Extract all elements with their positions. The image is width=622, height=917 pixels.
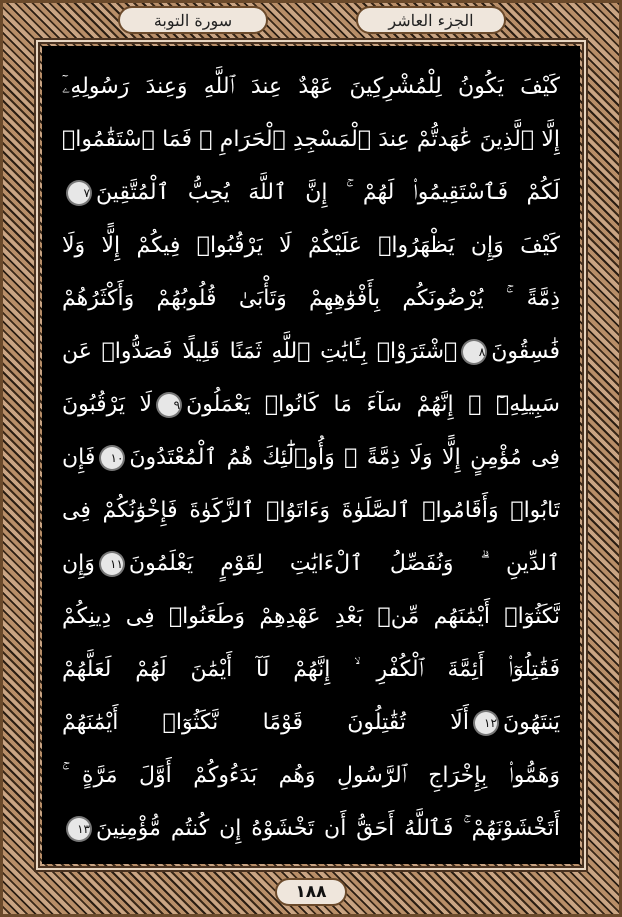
verse-line-5: ذِمَّةً ۚ يُرْضُونَكُم بِأَفْوَٰهِهِمْ وَتَأْبَىٰ قُلُوبُهُمْ وَأَكْثَرُهُمْ xyxy=(62,286,560,311)
verse-line-9: تَابُوا۟ وَأَقَامُوا۟ ٱلصَّلَوٰةَ وَءَاتَوُا۟ ٱلزَّكَوٰةَ فَإِخْوَٰنُكُمْ فِى xyxy=(62,498,560,523)
page-number: ١٨٨ xyxy=(275,878,347,906)
ayah-marker-7: ٧ xyxy=(68,182,90,204)
verse-line-3: لَكُمْ فَٱسْتَقِيمُوا۟ لَهُمْ ۚ إِنَّ ٱللَّهَ يُحِبُّ ٱلْمُتَّقِينَ٧ xyxy=(62,168,560,218)
verse-line-7: سَبِيلِهِۦٓ ۚ إِنَّهُمْ سَآءَ مَا كَانُوا۟ يَعْمَلُونَ٩لَا يَرْقُبُونَ xyxy=(62,392,560,417)
ayah-marker-9: ٩ xyxy=(158,394,180,416)
ayah-marker-12: ١٢ xyxy=(475,712,497,734)
verse-line-12: فَقَٰتِلُوٓا۟ أَئِمَّةَ ٱلْكُفْرِ ۙ إِنَّهُمْ لَآ أَيْمَٰنَ لَهُمْ لَعَلَّهُمْ xyxy=(62,657,560,682)
text-panel xyxy=(42,46,580,864)
verse-line-6: فَٰسِقُونَ٨ٱشْتَرَوْا۟ بِـَٔايَٰتِ ٱللَّهِ ثَمَنًا قَلِيلًا فَصَدُّوا۟ عَن xyxy=(62,339,560,364)
juz-name-badge: الجزء العاشر xyxy=(356,6,506,34)
verse-line-10: ٱلدِّينِ ۗ وَنُفَصِّلُ ٱلْءَايَٰتِ لِقَوْمٍ يَعْلَمُونَ١١وَإِن xyxy=(62,551,560,576)
verse-line-1: كَيْفَ يَكُونُ لِلْمُشْرِكِينَ عَهْدٌ عِندَ ٱللَّهِ وَعِندَ رَسُولِهِۦٓ xyxy=(62,74,560,99)
ayah-marker-10: ١٠ xyxy=(101,447,123,469)
verse-line-2: إِلَّا ٱلَّذِينَ عَٰهَدتُّمْ عِندَ ٱلْمَسْجِدِ ٱلْحَرَامِ ۖ فَمَا ٱسْتَقَٰمُوا۟ xyxy=(62,127,560,152)
verse-line-8: فِى مُؤْمِنٍ إِلًّا وَلَا ذِمَّةً ۚ وَأُو۟لَٰٓئِكَ هُمُ ٱلْمُعْتَدُونَ١٠فَإِن xyxy=(62,445,560,470)
verse-line-15: أَتَخْشَوْنَهُمْ ۚ فَٱللَّهُ أَحَقُّ أَن تَخْشَوْهُ إِن كُنتُم مُّؤْمِنِينَ١٣ xyxy=(62,804,560,854)
verse-line-13: يَنتَهُونَ١٢أَلَا تُقَٰتِلُونَ قَوْمًا نَّكَثُوٓا۟ أَيْمَٰنَهُمْ xyxy=(62,710,560,735)
ayah-marker-13: ١٣ xyxy=(68,818,90,840)
ayah-marker-11: ١١ xyxy=(101,553,123,575)
surah-name-badge: سورة التوبة xyxy=(118,6,268,34)
verse-line-11: نَّكَثُوٓا۟ أَيْمَٰنَهُم مِّنۢ بَعْدِ عَهْدِهِمْ وَطَعَنُوا۟ فِى دِينِكُمْ xyxy=(62,604,560,629)
verse-line-14: وَهَمُّوا۟ بِإِخْرَاجِ ٱلرَّسُولِ وَهُم بَدَءُوكُمْ أَوَّلَ مَرَّةٍ ۚ xyxy=(62,763,560,788)
verse-lines xyxy=(42,46,580,864)
ayah-marker-8: ٨ xyxy=(463,341,485,363)
verse-line-4: كَيْفَ وَإِن يَظْهَرُوا۟ عَلَيْكُمْ لَا يَرْقُبُوا۟ فِيكُمْ إِلًّا وَلَا xyxy=(62,233,560,258)
